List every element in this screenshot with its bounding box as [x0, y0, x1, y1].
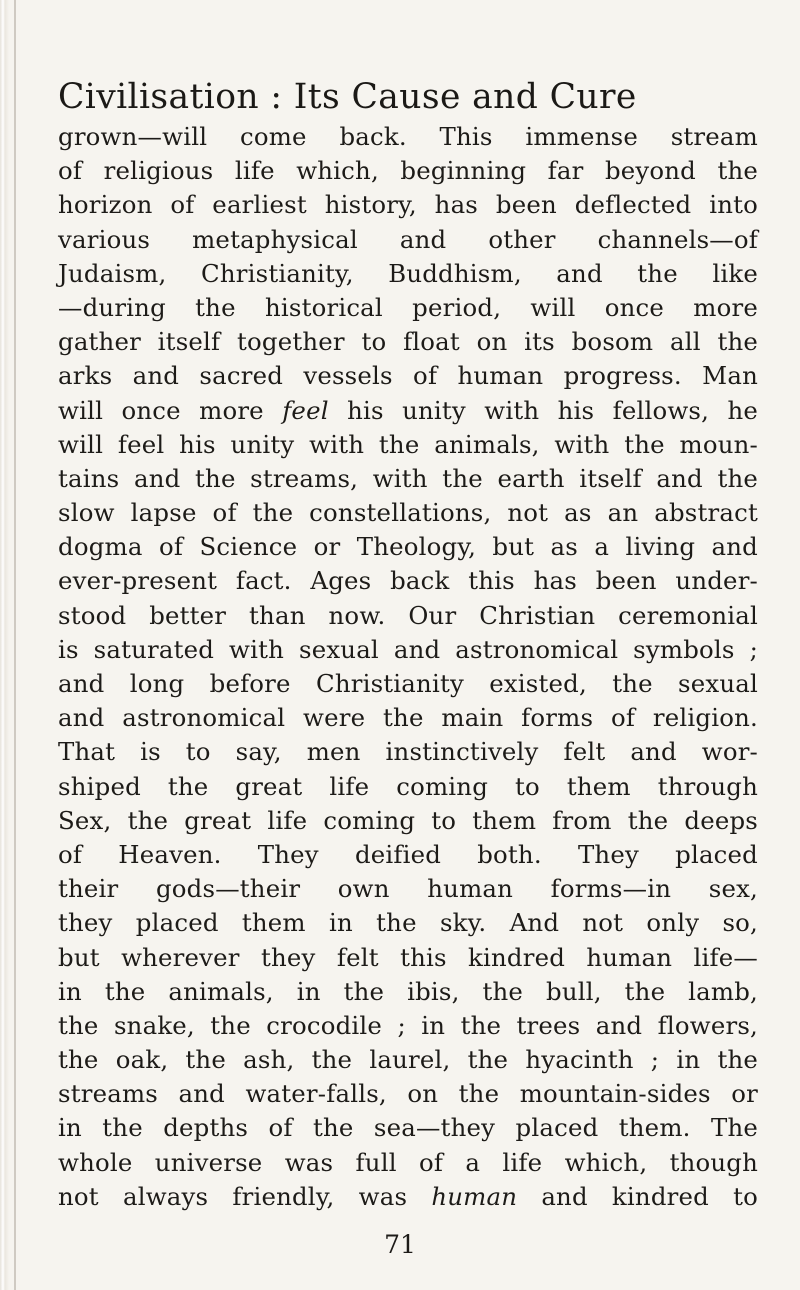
text-line: —during the historical period, will once more [58, 292, 758, 322]
text-line: the snake, the crocodile ; in the trees and flowers, [58, 1010, 758, 1040]
text-line: of Heaven. They deified both. They placed [58, 839, 758, 869]
text-line: Judaism, Christianity, Buddhism, and the like [58, 258, 758, 288]
text-line: horizon of earliest history, has been deflected into [58, 190, 758, 220]
text-line: slow lapse of the constellations, not as an abstract [58, 498, 758, 528]
text-line: streams and water-falls, on the mountain-sides or [58, 1079, 758, 1109]
text-line: gather itself together to float on its bosom all the [58, 327, 758, 357]
text-line: of religious life which, beginning far beyond the [58, 156, 758, 186]
text-line: That is to say, men instinctively felt and wor- [58, 737, 758, 767]
text-line: dogma of Science or Theology, but as a living and [58, 532, 758, 562]
page-binding-edge [0, 0, 9, 1290]
text-line: and astronomical were the main forms of religion. [58, 703, 758, 733]
text-line: Sex, the great life coming to them from the deeps [58, 805, 758, 835]
text-line: is saturated with sexual and astronomical symbols ; [58, 634, 758, 664]
text-line: grown—will come back. This immense stream [58, 122, 758, 151]
text-line: various metaphysical and other channels—of [58, 224, 758, 254]
text-line: ever-present fact. Ages back this has been under- [58, 566, 758, 596]
text-line: in the animals, in the ibis, the bull, the lamb, [58, 976, 758, 1006]
text-line: arks and sacred vessels of human progress. Man [58, 361, 758, 391]
page-number: 71 [384, 1230, 416, 1259]
text-line: the oak, the ash, the laurel, the hyacinth ; in the [58, 1045, 758, 1075]
text-line: in the depths of the sea—they placed them. The [58, 1113, 758, 1143]
gutter-line [14, 0, 16, 1290]
text-line: tains and the streams, with the earth itself and the [58, 463, 758, 493]
text-line: will feel his unity with the animals, with the moun- [58, 429, 758, 459]
running-head: Civilisation : Its Cause and Cure [58, 77, 637, 117]
text-line: not always friendly, was human and kindred to [58, 1181, 758, 1211]
text-line: their gods—their own human forms—in sex, [58, 874, 758, 904]
body-text [58, 120, 758, 1214]
text-line: stood better than now. Our Christian ceremonial [58, 600, 758, 630]
text-line: but wherever they felt this kindred human life— [58, 942, 758, 972]
text-line: will once more feel his unity with his fellows, he [58, 395, 759, 425]
text-line: and long before Christianity existed, the sexual [58, 669, 758, 698]
text-line: they placed them in the sky. And not only so, [58, 908, 758, 938]
text-line: whole universe was full of a life which, though [58, 1147, 758, 1177]
text-line: shiped the great life coming to them through [58, 771, 758, 801]
